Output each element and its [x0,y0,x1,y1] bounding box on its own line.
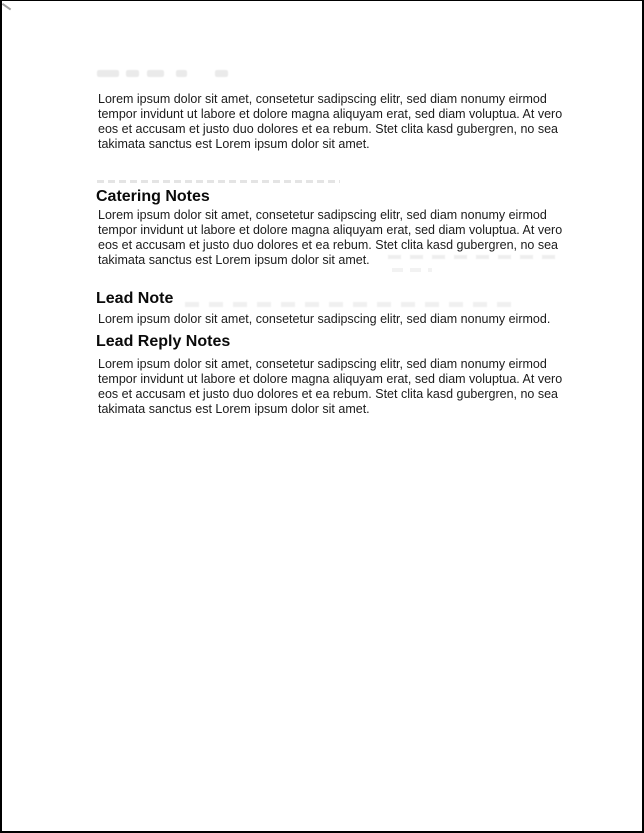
faded-mark-artifact [388,255,564,259]
text-line: Lorem ipsum dolor sit amet, consetetur sadipscing elitr, sed diam nonumy eirmod [98,92,547,106]
catering-notes-paragraph [98,208,562,268]
text-line: takimata sanctus est Lorem ipsum dolor sit amet. [98,253,370,267]
text-line: Lorem ipsum dolor sit amet, consetetur sadipscing elitr, sed diam nonumy eirmod [98,357,547,371]
lead-reply-notes-paragraph [98,357,562,417]
faded-heading-artifact [97,70,228,77]
faded-mark-artifact [392,268,432,272]
lead-note-paragraph [98,312,550,327]
text-line: eos et accusam et justo duo dolores et ea rebum. Stet clita kasd gubergren, no sea [98,122,558,136]
heading-lead-note: Lead Note [96,290,174,307]
text-line: tempor invidunt ut labore et dolore magna aliquyam erat, sed diam voluptua. At vero [98,372,563,386]
text-line: Lorem ipsum dolor sit amet, consetetur sadipscing elitr, sed diam nonumy eirmod [98,208,547,222]
text-line: tempor invidunt ut labore et dolore magna aliquyam erat, sed diam voluptua. At vero [98,223,563,237]
faded-text-row-artifact [185,302,517,307]
text-line: takimata sanctus est Lorem ipsum dolor sit amet. [98,402,370,416]
text-line: Lorem ipsum dolor sit amet, consetetur sadipscing elitr, sed diam nonumy eirmod. [98,312,551,326]
text-line: tempor invidunt ut labore et dolore magna aliquyam erat, sed diam voluptua. At vero [98,107,563,121]
text-line: eos et accusam et justo duo dolores et ea rebum. Stet clita kasd gubergren, no sea [98,238,558,252]
intro-paragraph [98,92,562,152]
text-line: eos et accusam et justo duo dolores et ea rebum. Stet clita kasd gubergren, no sea [98,387,558,401]
text-line: takimata sanctus est Lorem ipsum dolor sit amet. [98,137,370,151]
heading-catering-notes: Catering Notes [96,188,210,205]
faded-text-line-artifact [97,180,340,183]
heading-lead-reply-notes: Lead Reply Notes [96,333,231,350]
scan-scratch-artifact [2,3,11,10]
